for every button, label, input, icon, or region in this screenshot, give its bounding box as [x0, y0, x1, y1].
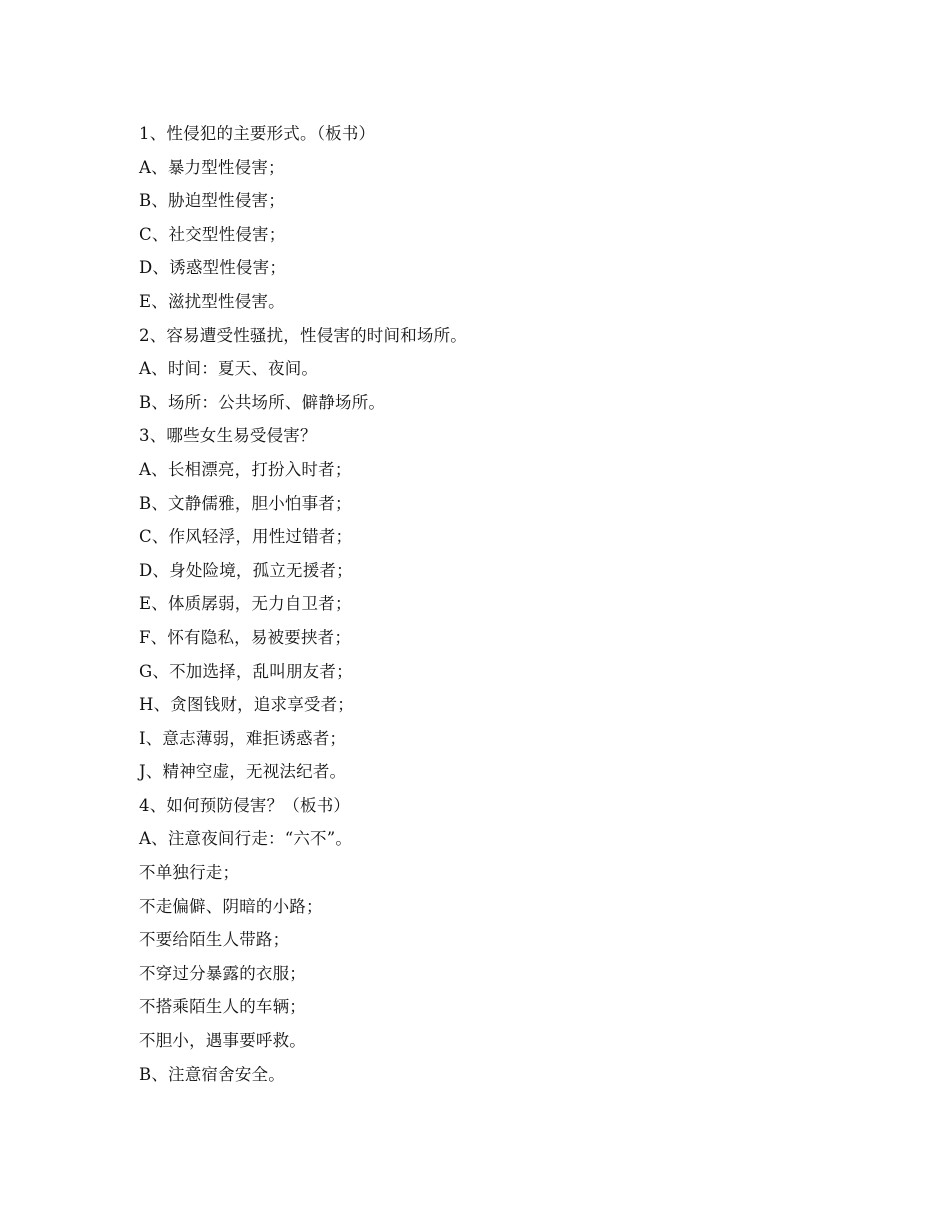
list-item: B、场所：公共场所、僻静场所。 — [139, 392, 386, 412]
list-item: A、暴力型性侵害； — [139, 157, 285, 177]
heading-vulnerable-students: 3、哪些女生易受侵害？ — [139, 426, 317, 446]
heading-prevention: 4、如何预防侵害？（板书） — [139, 795, 351, 815]
list-item: E、滋扰型性侵害。 — [139, 291, 285, 311]
list-item: F、怀有隐私，易被要挟者； — [139, 627, 352, 647]
list-item: G、不加选择，乱叫朋友者； — [139, 661, 353, 681]
rule-item: 不要给陌生人带路； — [139, 930, 290, 950]
list-item: A、时间：夏天、夜间。 — [139, 359, 319, 379]
list-item: B、胁迫型性侵害； — [139, 191, 285, 211]
heading-time-and-place: 2、容易遭受性骚扰，性侵害的时间和场所。 — [139, 325, 467, 345]
list-item: E、体质孱弱，无力自卫者； — [139, 594, 352, 614]
list-item: A、注意夜间行走：“六不”。 — [139, 829, 353, 849]
document-body — [139, 117, 839, 1091]
list-item: B、文静儒雅，胆小怕事者； — [139, 493, 352, 513]
rule-item: 不胆小，遇事要呼救。 — [139, 1031, 306, 1051]
list-item: D、诱惑型性侵害； — [139, 258, 287, 278]
rule-item: 不单独行走； — [139, 863, 240, 883]
list-item: J、精神空虚，无视法纪者。 — [139, 762, 347, 782]
list-item: C、作风轻浮，用性过错者； — [139, 527, 353, 547]
list-item: B、注意宿舍安全。 — [139, 1064, 285, 1084]
list-item: I、意志薄弱，难拒诱惑者； — [139, 728, 347, 748]
rule-item: 不走偏僻、阴暗的小路； — [139, 896, 323, 916]
list-item: A、长相漂亮，打扮入时者； — [139, 459, 352, 479]
list-item: C、社交型性侵害； — [139, 224, 286, 244]
list-item: D、身处险境，孤立无援者； — [139, 560, 353, 580]
heading-forms-of-assault: 1、性侵犯的主要形式。（板书） — [139, 124, 376, 143]
rule-item: 不搭乘陌生人的车辆； — [139, 997, 306, 1017]
rule-item: 不穿过分暴露的衣服； — [139, 963, 306, 983]
list-item: H、贪图钱财，追求享受者； — [139, 695, 354, 715]
